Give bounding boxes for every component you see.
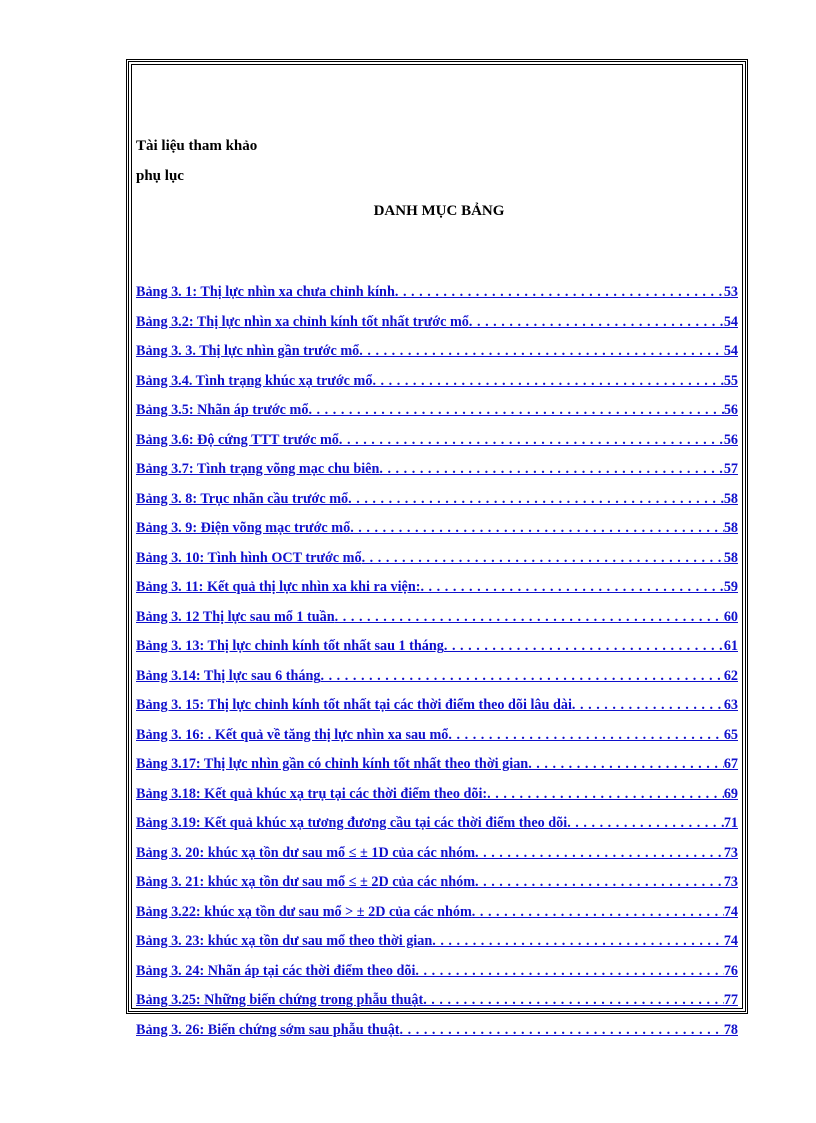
toc-entry-page[interactable]: 74: [723, 903, 738, 920]
toc-entry[interactable]: [136, 898, 738, 928]
toc-entry[interactable]: [136, 721, 738, 751]
toc-entry[interactable]: [136, 603, 738, 633]
toc-entry-leader: [444, 632, 724, 662]
toc-entry-leader: [487, 780, 724, 810]
toc-entry-label[interactable]: Bảng 3. 13: Thị lực chỉnh kính tốt nhất sau 1 tháng: [136, 638, 444, 654]
toc-entry[interactable]: [136, 750, 738, 780]
toc-entry-label[interactable]: Bảng 3.4. Tình trạng khúc xạ trước mổ: [136, 372, 373, 389]
toc-entry-leader: [528, 750, 724, 780]
toc-entry-page[interactable]: 62: [723, 667, 738, 684]
toc-entry-label[interactable]: Bảng 3. 15: Thị lực chỉnh kính tốt nhất tại các thời điểm theo dõi lâu dài: [136, 697, 572, 713]
toc-entry-leader: [469, 308, 724, 338]
toc-entry[interactable]: [136, 278, 738, 308]
toc-entry-label[interactable]: Bảng 3. 24: Nhãn áp tại các thời điểm theo dõi: [136, 962, 416, 979]
toc-entry-label[interactable]: Bảng 3.7: Tình trạng võng mạc chu biên: [136, 461, 380, 477]
page-title: DANH MỤC BẢNG: [373, 203, 505, 219]
toc-entry-leader: [379, 455, 723, 485]
toc-entry-label[interactable]: Bảng 3.19: Kết quả khúc xạ tương đương cầu tại các thời điểm theo dõi: [136, 815, 568, 831]
toc-entry-leader: [472, 898, 724, 928]
toc-entry-page[interactable]: 67: [723, 756, 738, 772]
toc-entry[interactable]: [136, 573, 738, 603]
toc-entry[interactable]: [136, 426, 738, 456]
table-of-tables: [136, 278, 738, 1045]
toc-entry-label[interactable]: Bảng 3. 3. Thị lực nhìn gần trước mổ: [136, 343, 360, 359]
toc-entry[interactable]: [136, 396, 738, 426]
toc-entry-page[interactable]: 76: [723, 962, 738, 979]
toc-entry-page[interactable]: 56: [723, 431, 738, 448]
toc-entry-leader: [415, 957, 723, 987]
toc-entry-label[interactable]: Bảng 3. 12 Thị lực sau mổ 1 tuần: [136, 608, 335, 625]
toc-entry-leader: [475, 868, 724, 898]
toc-entry-label[interactable]: Bảng 3. 8: Trục nhãn cầu trước mổ: [136, 490, 349, 507]
toc-entry[interactable]: [136, 839, 738, 869]
toc-entry[interactable]: [136, 337, 738, 367]
toc-entry-page[interactable]: 73: [723, 874, 738, 890]
toc-entry-page[interactable]: 71: [723, 815, 738, 831]
toc-entry-leader: [567, 809, 724, 839]
toc-entry-page[interactable]: 73: [723, 844, 738, 861]
toc-entry-page[interactable]: 61: [723, 638, 738, 654]
toc-entry-leader: [372, 367, 723, 397]
document-content: [136, 130, 738, 1038]
toc-entry[interactable]: [136, 986, 738, 1016]
toc-entry-leader: [362, 544, 724, 574]
toc-entry[interactable]: [136, 662, 738, 692]
toc-entry-label[interactable]: Bảng 3.6: Độ cứng TTT trước mổ: [136, 431, 339, 448]
toc-entry-page[interactable]: 53: [723, 284, 738, 300]
toc-entry[interactable]: [136, 367, 738, 397]
toc-entry[interactable]: [136, 868, 738, 898]
toc-entry[interactable]: [136, 809, 738, 839]
toc-entry-page[interactable]: 58: [723, 490, 738, 507]
toc-entry-leader: [423, 986, 724, 1016]
toc-entry-page[interactable]: 63: [723, 697, 738, 713]
toc-entry[interactable]: [136, 1016, 738, 1046]
toc-entry-label[interactable]: Bảng 3. 10: Tình hình OCT trước mổ: [136, 549, 362, 566]
toc-entry-label[interactable]: Bảng 3.22: khúc xạ tồn dư sau mổ > ± 2D của các nhóm: [136, 903, 472, 920]
toc-entry-page[interactable]: 69: [723, 785, 738, 802]
toc-entry-leader: [395, 278, 724, 308]
toc-entry-leader: [308, 396, 723, 426]
toc-entry-leader: [359, 337, 724, 367]
toc-entry-page[interactable]: 59: [723, 579, 738, 595]
toc-entry-label[interactable]: Bảng 3. 26: Biến chứng sớm sau phẫu thuật: [136, 1021, 400, 1038]
toc-entry-leader: [572, 691, 724, 721]
toc-entry-page[interactable]: 77: [723, 992, 738, 1008]
toc-entry[interactable]: [136, 544, 738, 574]
toc-entry-label[interactable]: Bảng 3.25: Những biến chứng trong phẫu thuật: [136, 992, 424, 1008]
toc-entry[interactable]: [136, 957, 738, 987]
toc-entry-page[interactable]: 58: [723, 549, 738, 566]
toc-entry-page[interactable]: 78: [723, 1021, 738, 1038]
toc-entry-leader: [320, 662, 723, 692]
toc-entry-leader: [432, 927, 724, 957]
toc-entry-label[interactable]: Bảng 3.18: Kết quả khúc xạ trụ tại các thời điểm theo dõi:: [136, 785, 488, 802]
appendix-heading: phụ lục: [136, 168, 184, 184]
toc-entry-page[interactable]: 74: [723, 933, 738, 949]
toc-entry-label[interactable]: Bảng 3. 11: Kết quả thị lực nhìn xa khi ra viện:: [136, 579, 421, 595]
toc-entry-label[interactable]: Bảng 3. 1: Thị lực nhìn xa chưa chỉnh kính: [136, 284, 395, 300]
toc-entry-page[interactable]: 56: [723, 402, 738, 418]
toc-entry-label[interactable]: Bảng 3. 16: . Kết quả về tăng thị lực nhìn xa sau mổ: [136, 726, 449, 743]
toc-entry-leader: [348, 485, 724, 515]
references-heading: Tài liệu tham khảo: [136, 138, 258, 154]
toc-entry[interactable]: [136, 780, 738, 810]
toc-entry-leader: [420, 573, 723, 603]
toc-entry[interactable]: [136, 514, 738, 544]
toc-entry-page[interactable]: 54: [723, 343, 738, 359]
toc-entry[interactable]: [136, 455, 738, 485]
toc-entry-label[interactable]: Bảng 3.17: Thị lực nhìn gần có chỉnh kính tốt nhất theo thời gian: [136, 756, 529, 772]
toc-entry-page[interactable]: 58: [723, 520, 738, 536]
toc-entry-page[interactable]: 54: [723, 313, 738, 330]
toc-entry-label[interactable]: Bảng 3. 9: Điện võng mạc trước mổ: [136, 520, 351, 536]
toc-entry-leader: [335, 603, 724, 633]
toc-entry[interactable]: [136, 308, 738, 338]
toc-entry[interactable]: [136, 485, 738, 515]
toc-entry-label[interactable]: Bảng 3.2: Thị lực nhìn xa chỉnh kính tốt nhất trước mổ: [136, 313, 469, 330]
toc-entry-label[interactable]: Bảng 3. 21: khúc xạ tồn dư sau mổ ≤ ± 2D của các nhóm: [136, 874, 476, 890]
toc-entry[interactable]: [136, 632, 738, 662]
toc-entry-leader: [475, 839, 724, 869]
toc-entry-label[interactable]: Bảng 3. 23: khúc xạ tồn dư sau mổ theo thời gian: [136, 933, 433, 949]
toc-entry-leader: [339, 426, 724, 456]
toc-entry[interactable]: [136, 691, 738, 721]
toc-entry-page[interactable]: 55: [723, 372, 738, 389]
toc-entry-leader: [350, 514, 724, 544]
toc-entry-leader: [448, 721, 723, 751]
toc-entry-page[interactable]: 65: [723, 726, 738, 743]
toc-entry-label[interactable]: Bảng 3.5: Nhãn áp trước mổ: [136, 402, 309, 418]
toc-entry-page[interactable]: 60: [723, 608, 738, 625]
toc-entry-page[interactable]: 57: [723, 461, 738, 477]
toc-entry[interactable]: [136, 927, 738, 957]
toc-entry-label[interactable]: Bảng 3. 20: khúc xạ tồn dư sau mổ ≤ ± 1D của các nhóm: [136, 844, 476, 861]
toc-entry-leader: [400, 1016, 724, 1046]
toc-entry-label[interactable]: Bảng 3.14: Thị lực sau 6 tháng: [136, 667, 321, 684]
